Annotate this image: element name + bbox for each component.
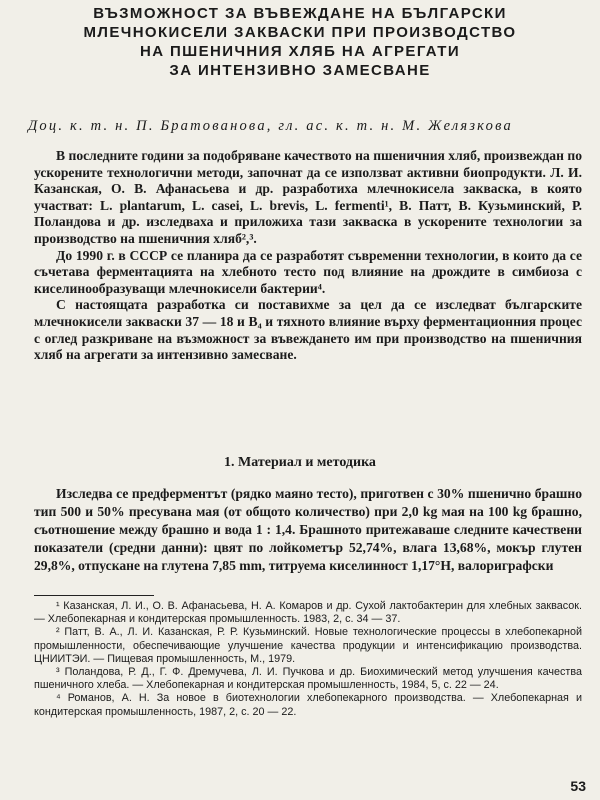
paragraph-2: До 1990 г. в СССР се планира да се разработят съвременни технологии, в които да се съчетава ферментацията на хлебното тесто под влияние на дрождите в симбиоза с киселинообразуващи млечнокисели бактерии⁴. bbox=[34, 247, 582, 296]
title-line-4: ЗА ИНТЕНЗИВНО ЗАМЕСВАНЕ bbox=[169, 62, 431, 79]
intro-text bbox=[34, 148, 582, 364]
article-title bbox=[40, 4, 560, 80]
footnote-divider bbox=[34, 595, 154, 596]
footnote-3: ³ Поландова, Р. Д., Г. Ф. Дремучева, Л. И. Пучкова и др. Биохимический метод улучшения качества пшеничного хлеба. — Хлебопекарная и кондитерская промышленность, 1984, 5, с. 22 — 24. bbox=[34, 666, 582, 692]
title-line-1: ВЪЗМОЖНОСТ ЗА ВЪВЕЖДАНЕ НА БЪЛГАРСКИ bbox=[93, 5, 507, 22]
section-heading: 1. Материал и методика bbox=[224, 455, 376, 470]
paragraph-3: С настоящата разработка си поставихме за цел да се изследват българските млечнокисели закваски 37 — 18 и В₄ и тяхното влияние върху ферментационния процес с оглед разкриване на възможност за въвеждането им при производство на пшеничния хляб на агрегати за интензивно замесване. bbox=[34, 297, 582, 363]
methods-paragraph-1: Изследва се предферментът (рядко маяно тесто), приготвен с 30% пшенично брашно тип 500 и 50% пресувана мая (от общото количество) при 2,0 kg мая на 100 kg брашно, съотношение между брашно и вода 1 : 1,4. Брашното притежаваше следните качествени показатели (средни данни): цвят по лойкометър 52,74%, влага 13,68%, мокър глутен 29,8%, отпускане на глутена 7,85 mm, титруема киселинност 1,17°Н, валориграфски bbox=[34, 486, 582, 573]
footnote-1: ¹ Казанская, Л. И., О. В. Афанасьева, Н. А. Комаров и др. Сухой лактобактерин для хлебных заквасок. — Хлебопекарная и кондитерская промышленность. 1983, 2, с. 34 — 37. bbox=[34, 600, 582, 626]
footnote-4: ⁴ Романов, А. Н. За новое в биотехнологии хлебопекарного производства. — Хлебопекарная и кондитерская промышленность, 1987, 2, с. 20 — 22. bbox=[34, 692, 582, 718]
title-line-3: НА ПШЕНИЧНИЯ ХЛЯБ НА АГРЕГАТИ bbox=[139, 43, 461, 60]
title-line-2: МЛЕЧНОКИСЕЛИ ЗАКВАСКИ ПРИ ПРОИЗВОДСТВО bbox=[83, 24, 517, 41]
paragraph-1: В последните години за подобряване качеството на пшеничния хляб, произвеждан по ускорените технологични методи, започнат да се използват активни биопродукти. Л. И. Казанская, О. В. Афанасьева и др. разработиха млечнокисела закваска, в която участват: L. plantarum, L. casei, L. brevis, L. fermenti¹, В. Патт, В. Кузьминский, Р. Поландова и др. изследваха и приложиха тази закваска в ускорените технологии за производство на пшеничния хляб²,³. bbox=[34, 148, 582, 246]
methods-text bbox=[34, 485, 582, 575]
page-number: 53 bbox=[570, 778, 586, 794]
footnotes bbox=[34, 600, 582, 719]
footnote-2: ² Патт, В. А., Л. И. Казанская, Р. Р. Кузьминский. Новые технологические процессы в хлебопекарной промышленности, обеспечивающие улучшение качества продукции и интенсификацию производства. ЦНИИТЭИ. — Пищевая промышленность, М., 1979. bbox=[34, 626, 582, 665]
authors-line: Доц. к. т. н. П. Братованова, гл. ас. к. т. н. М. Желязкова bbox=[28, 118, 513, 134]
